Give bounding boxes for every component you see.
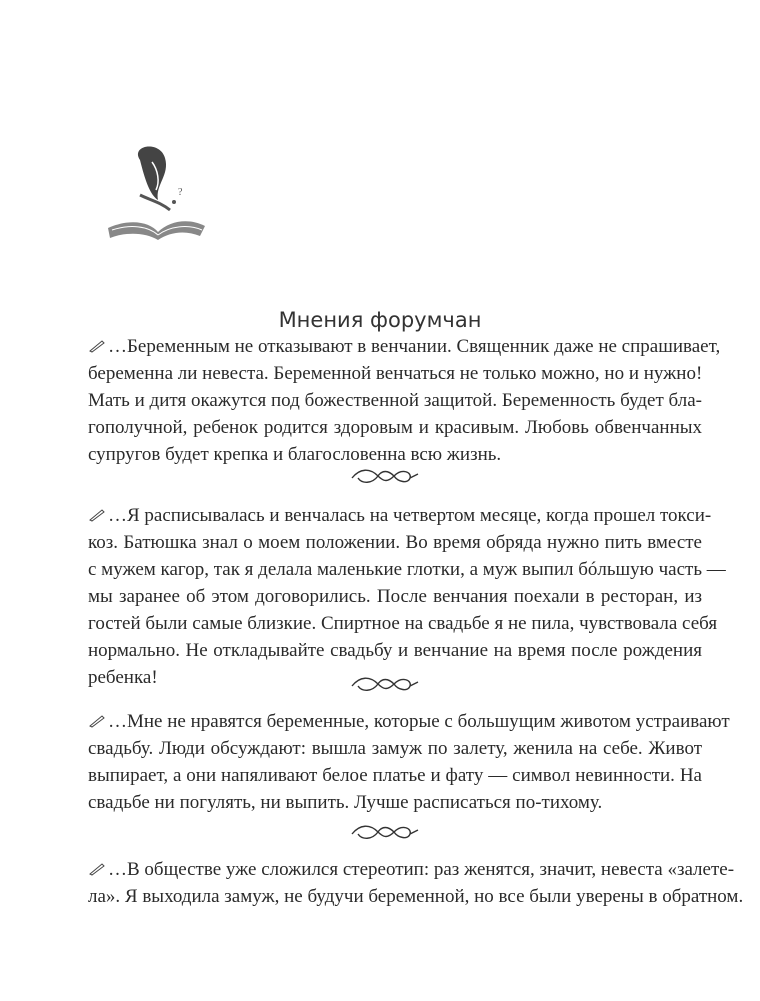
pencil-icon — [88, 508, 106, 522]
text-line: с мужем кагор, так я делала маленькие глотки, а муж выпил бóльшую часть — — [88, 559, 726, 580]
text-line: …Мне не нравятся беременные, которые с большущим животом устраивают — [88, 708, 702, 735]
text-line: гополучной, ребенок родится здоровым и красивым. Любовь обвенчанных — [88, 417, 702, 438]
text-line: супругов будет крепка и благословенна всю жизнь. — [88, 444, 502, 465]
section-title: Мнения форумчан — [278, 308, 482, 332]
pencil-icon — [88, 714, 106, 728]
text-line: гостей были самые близкие. Спиртное на свадьбе я не пила, чувствовала себя — [88, 613, 718, 634]
text-line: свадьбе ни погулять, ни выпить. Лучше расписаться по-тихому. — [88, 792, 603, 813]
text-line: беременна ли невеста. Беременной венчаться не только можно, но и нужно! — [88, 363, 703, 384]
forum-post-3 — [88, 708, 730, 816]
text-line: ребенка! — [88, 667, 158, 688]
pencil-icon — [88, 339, 106, 353]
text-line: …В обществе уже сложился стереотип: раз женятся, значит, невеста «залете- — [88, 856, 702, 883]
forum-post-1 — [88, 333, 721, 468]
text-line: коз. Батюшка знал о моем положении. Во время обряда нужно пить вместе — [88, 532, 702, 553]
ornament-divider — [350, 820, 420, 844]
forum-post-2 — [88, 502, 726, 691]
forum-post-4 — [88, 856, 744, 910]
text-line: выпирает, а они напяливают белое платье и фату — символ невинности. На — [88, 765, 702, 786]
text-line: мы заранее об этом договорились. После венчания поехали в ресторан, из — [88, 586, 702, 607]
pencil-icon — [88, 862, 106, 876]
text-line: Мать и дитя окажутся под божественной защитой. Беременность будет бла- — [88, 390, 702, 411]
ornament-divider — [350, 672, 420, 696]
text-line: ла». Я выходила замуж, не будучи беременной, но все были уверены в обратном. — [88, 886, 744, 907]
text-line: свадьбу. Люди обсуждают: вышла замуж по залету, женила на себе. Живот — [88, 738, 702, 759]
ornament-divider — [350, 464, 420, 488]
text-line: …Беременным не отказывают в венчании. Священник даже не спрашивает, — [88, 333, 702, 360]
svg-text:?: ? — [178, 187, 183, 198]
reading-woman-illustration — [100, 140, 210, 250]
text-line: …Я расписывалась и венчалась на четвертом месяце, когда прошел токси- — [88, 502, 702, 529]
text-line: нормально. Не откладывайте свадьбу и венчание на время после рождения — [88, 640, 702, 661]
